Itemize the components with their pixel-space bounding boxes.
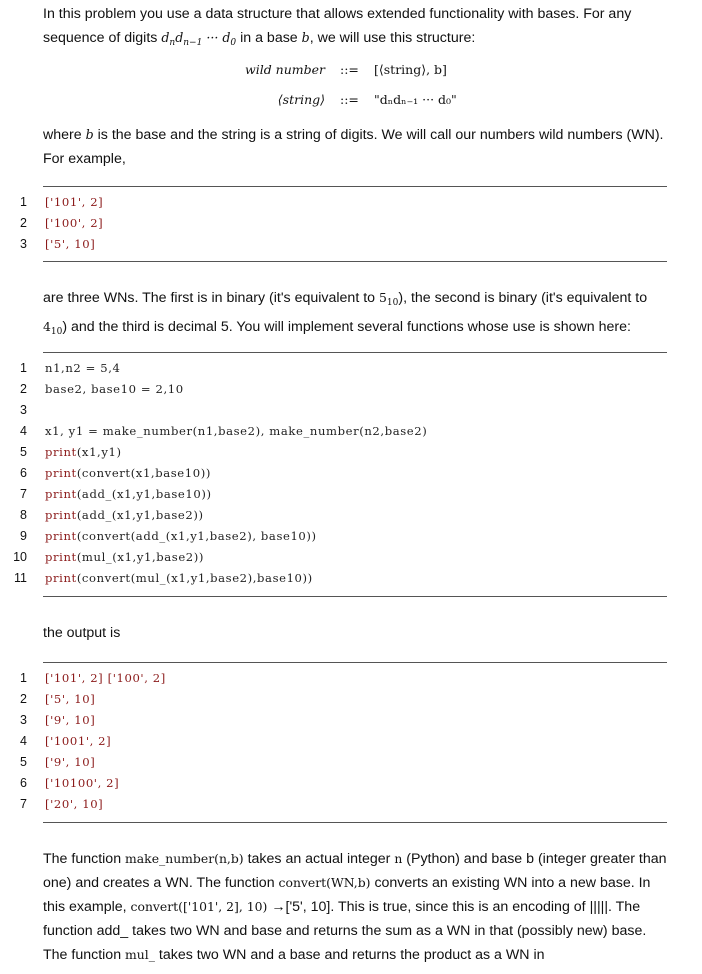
listing-bottom-rule	[43, 596, 667, 597]
listing-bottom-rule	[43, 822, 667, 823]
paragraph-three-wns: are three WNs. The first is in binary (it's equivalent to $5_{10}$), the second is binary (it's equivalent to $4_{10}$) and the third is decimal 5. You will implement several functions whose use is shown here:	[43, 290, 648, 337]
grammar-op: ::=	[340, 62, 359, 77]
paragraph-wild-numbers: where b is the base and the string is a string of digits. We will call our numbers wild numbers (WN). For example,	[43, 127, 664, 167]
paragraph-output-is: the output is	[43, 625, 121, 641]
grammar-rhs: "dₙdₙ₋₁ ··· d₀"	[374, 92, 457, 107]
arrow-icon: →	[271, 899, 286, 915]
base-var: b	[85, 127, 94, 142]
var-n: n	[394, 851, 403, 866]
listing-top-rule	[43, 662, 667, 663]
intro-text-a: In this problem you use a data structure that allows extended functionality with bases. For any sequence of digits	[43, 6, 632, 46]
grammar-op: ::=	[340, 92, 359, 107]
fn-convert-example: convert(['101', 2], 10)	[130, 899, 268, 914]
paragraph-function-descriptions: The function make_number(n,b) takes an actual integer n (Python) and base b (integer greater than one) and creates a WN. The function convert(WN,b) converts an existing WN into a new base. In this example, convert(['101', 2], 10) →['5', 10]. This is true, since this is an encoding of |||||. The function add_ takes two WN and base and returns the sum as a WN in that (possibly new) base. The function mul_ takes two WN and a base and returns the product as a WN in	[43, 851, 667, 963]
fn-mul: mul_	[125, 947, 155, 962]
intro-paragraph	[43, 2, 673, 55]
tally-marks: |||||	[589, 899, 609, 915]
fn-convert: convert(WN,b)	[278, 875, 371, 890]
listing-top-rule	[43, 352, 667, 353]
grammar-lhs: wild number	[245, 62, 325, 77]
digit-sequence-math: $d_nd_{n-1}$ ··· $d_0$	[161, 30, 237, 48]
value-four-base10: $4_{10}$	[43, 319, 63, 337]
fn-make-number: make_number(n,b)	[125, 851, 244, 866]
base-var: b	[301, 30, 310, 45]
listing-top-rule	[43, 186, 667, 187]
listing-bottom-rule	[43, 261, 667, 262]
grammar-rhs: [⟨string⟩, b]	[374, 62, 447, 77]
intro-text-b: in a base	[240, 30, 298, 46]
value-five-base10: $5_{10}$	[379, 290, 399, 308]
document-page: In this problem you use a data structure that allows extended functionality with bases. For any sequence of digits $d_nd_{n-1}$ ··· $d_0$ in a base b, we will use this structure: wild number ::= [⟨string⟩, b] ⟨string⟩ ::= "dₙdₙ₋₁ ··· d₀" where b is the base and the string is a string of digits. We will call our numbers wild numbers (WN). For example, 1 ['101', 2] 2 ['100', 2] 3 ['5', 10] are three WNs. The first is in binary (it's equivalent to $5_{10}$), the second is binary (it's equivalent to $4_{10}$) and the third is decimal 5. You will implement several functions whose use is shown here: 1 n1,n2 = 5,4 2 base2, base10 = 2,10 3 4 x1, y1 = make_number(n1,base2), make_number(n2,base2) 5 print(x1,y1) 6 print(convert(x1,base10)) 7 print(add_(x1,y1,base10)) 8 print(add_(x1,y1,base2)) 9 print(convert(add_(x1,y1,base2), base10)) 10 print(mul_(x1,y1,base2)) 11 print(convert(mul_(x1,y1,base2),base10)) the output is 1 ['101', 2] ['100', 2] 2 ['5', 10] 3 ['9', 10] 4 ['1001', 2] 5 ['9', 10] 6 ['10100', 2] 7 ['20', 10] The function make_number(n,b) takes an actual integer n (Python) and base b (integer greater than one) and creates a WN. The function convert(WN,b) converts an existing WN into a new base. In this example, convert(['101', 2], 10) →['5', 10]. This is true, since this is an encoding of |||||. The function add_ takes two WN and base and returns the sum as a WN in that (possibly new) base. The function mul_ takes two WN and a base and returns the product as a WN in	[0, 0, 702, 974]
intro-text-c: , we will use this structure:	[309, 30, 476, 46]
grammar-lhs: ⟨string⟩	[277, 92, 325, 107]
